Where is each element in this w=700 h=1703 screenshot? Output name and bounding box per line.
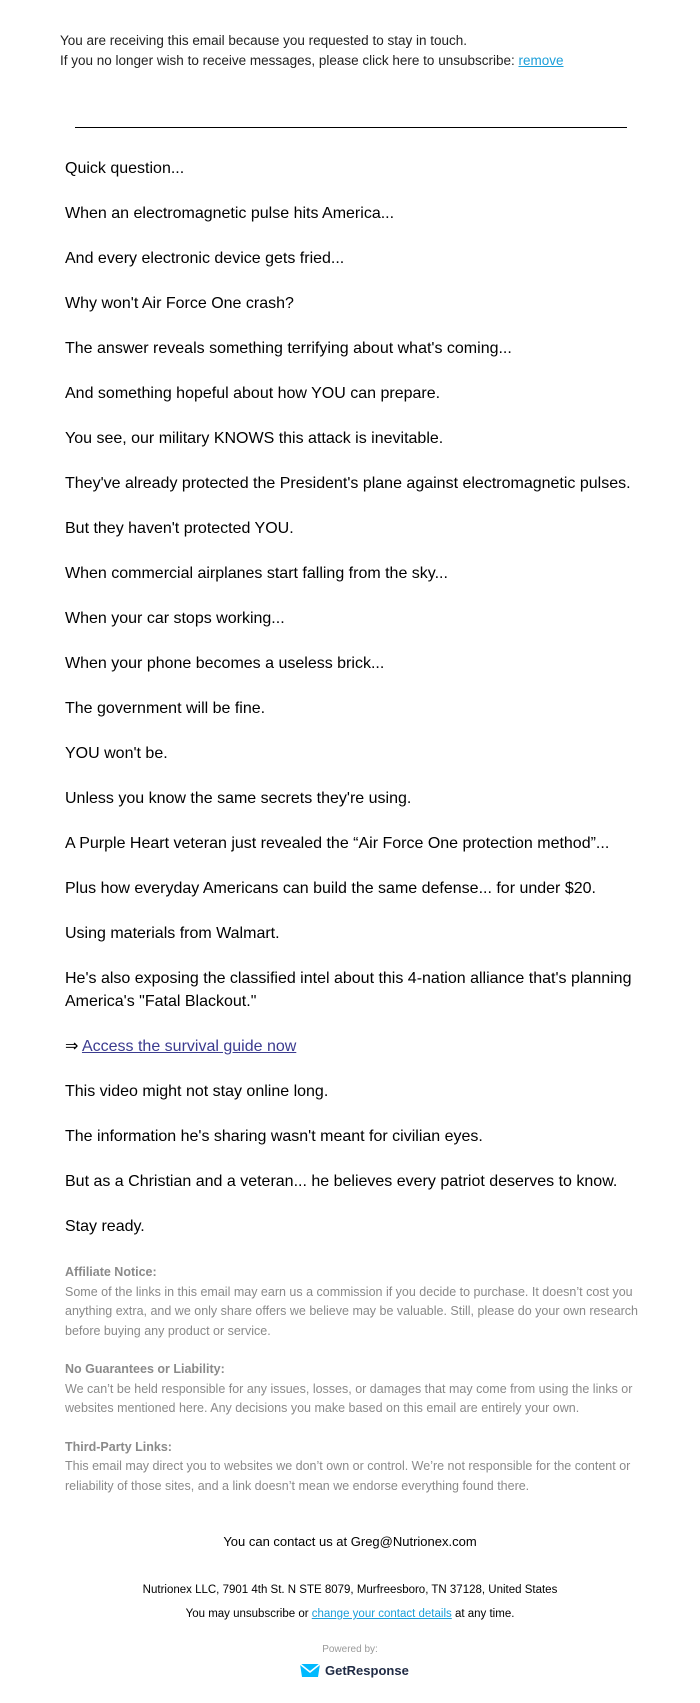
notice-title: Affiliate Notice: bbox=[65, 1265, 157, 1279]
body-paragraph: When your car stops working... bbox=[65, 610, 285, 627]
body-paragraph: When an electromagnetic pulse hits America... bbox=[65, 205, 395, 222]
affiliate-notice bbox=[65, 1263, 640, 1341]
body-paragraph: This video might not stay online long. bbox=[65, 1083, 329, 1100]
envelope-icon bbox=[299, 1662, 321, 1678]
body-paragraph: Plus how everyday Americans can build the same defense... for under $20. bbox=[65, 880, 596, 897]
preheader-line-2 bbox=[60, 51, 564, 71]
notice-title: No Guarantees or Liability: bbox=[65, 1362, 225, 1376]
footer-address-block bbox=[0, 1578, 700, 1626]
body-paragraph: When your phone becomes a useless brick... bbox=[65, 655, 385, 672]
liability-notice bbox=[65, 1360, 640, 1419]
preheader-line-1: You are receiving this email because you requested to stay in touch. bbox=[60, 33, 467, 48]
notice-text: This email may direct you to websites we don’t own or control. We’re not responsible for the content or reliability of those sites, and a link doesn’t mean we endorse everything found there. bbox=[65, 1459, 631, 1493]
email-body bbox=[65, 157, 645, 1260]
remove-link[interactable]: remove bbox=[518, 53, 564, 68]
notice-text: Some of the links in this email may earn us a commission if you decide to purchase. It doesn’t cost you anything extra, and we only share offers we believe may be valuable. Still, please do your own research before buying any product or service. bbox=[65, 1284, 639, 1338]
third-party-notice bbox=[65, 1438, 640, 1497]
unsubscribe-line bbox=[0, 1602, 700, 1626]
divider-line bbox=[75, 127, 627, 128]
body-paragraph: Quick question... bbox=[65, 160, 185, 177]
body-paragraph: He's also exposing the classified intel about this 4-nation alliance that's planning America's "Fatal Blackout." bbox=[65, 970, 632, 1010]
contact-line: You can contact us at Greg@Nutrionex.com bbox=[223, 1534, 477, 1549]
body-paragraph: Why won't Air Force One crash? bbox=[65, 295, 294, 312]
body-paragraph: And every electronic device gets fried... bbox=[65, 250, 345, 267]
arrow-icon: ⇒ bbox=[65, 1038, 79, 1055]
body-paragraph: But they haven't protected YOU. bbox=[65, 520, 294, 537]
getresponse-brand: GetResponse bbox=[325, 1662, 409, 1678]
notice-text: We can’t be held responsible for any issues, losses, or damages that may come from using the links or websites mentioned here. Any decisions you make based on this email are entirely your own. bbox=[65, 1381, 633, 1415]
body-paragraph: Stay ready. bbox=[65, 1218, 145, 1235]
body-paragraph: Using materials from Walmart. bbox=[65, 925, 280, 942]
body-paragraph: But as a Christian and a veteran... he believes every patriot deserves to know. bbox=[65, 1173, 618, 1190]
notice-title: Third-Party Links: bbox=[65, 1439, 172, 1454]
body-paragraph: A Purple Heart veteran just revealed the “Air Force One protection method”... bbox=[65, 835, 610, 852]
body-paragraph: You see, our military KNOWS this attack is inevitable. bbox=[65, 430, 444, 447]
body-paragraph: The answer reveals something terrifying about what's coming... bbox=[65, 340, 512, 357]
body-paragraph: When commercial airplanes start falling from the sky... bbox=[65, 565, 448, 582]
company-address: Nutrionex LLC, 7901 4th St. N STE 8079, Murfreesboro, TN 37128, United States bbox=[142, 1584, 558, 1596]
body-paragraph: And something hopeful about how YOU can prepare. bbox=[65, 385, 441, 402]
body-paragraph: They've already protected the President's plane against electromagnetic pulses. bbox=[65, 475, 631, 492]
powered-by-label: Powered by: bbox=[322, 1644, 378, 1655]
unsubscribe-suffix: at any time. bbox=[451, 1608, 515, 1620]
change-contact-details-link[interactable]: change your contact details bbox=[311, 1608, 452, 1620]
getresponse-logo[interactable] bbox=[299, 1662, 409, 1678]
cta-paragraph bbox=[65, 1035, 645, 1058]
preheader-line-2-text: If you no longer wish to receive messages, please click here to unsubscribe: bbox=[60, 53, 519, 68]
legal-notices bbox=[65, 1263, 640, 1515]
body-paragraph: The information he's sharing wasn't meant for civilian eyes. bbox=[65, 1128, 483, 1145]
survival-guide-link[interactable]: Access the survival guide now bbox=[81, 1038, 297, 1055]
body-paragraph: YOU won't be. bbox=[65, 745, 168, 762]
body-paragraph: The government will be fine. bbox=[65, 700, 266, 717]
unsubscribe-prefix: You may unsubscribe or bbox=[185, 1608, 312, 1620]
body-paragraph: Unless you know the same secrets they're using. bbox=[65, 790, 412, 807]
preheader bbox=[60, 31, 564, 71]
